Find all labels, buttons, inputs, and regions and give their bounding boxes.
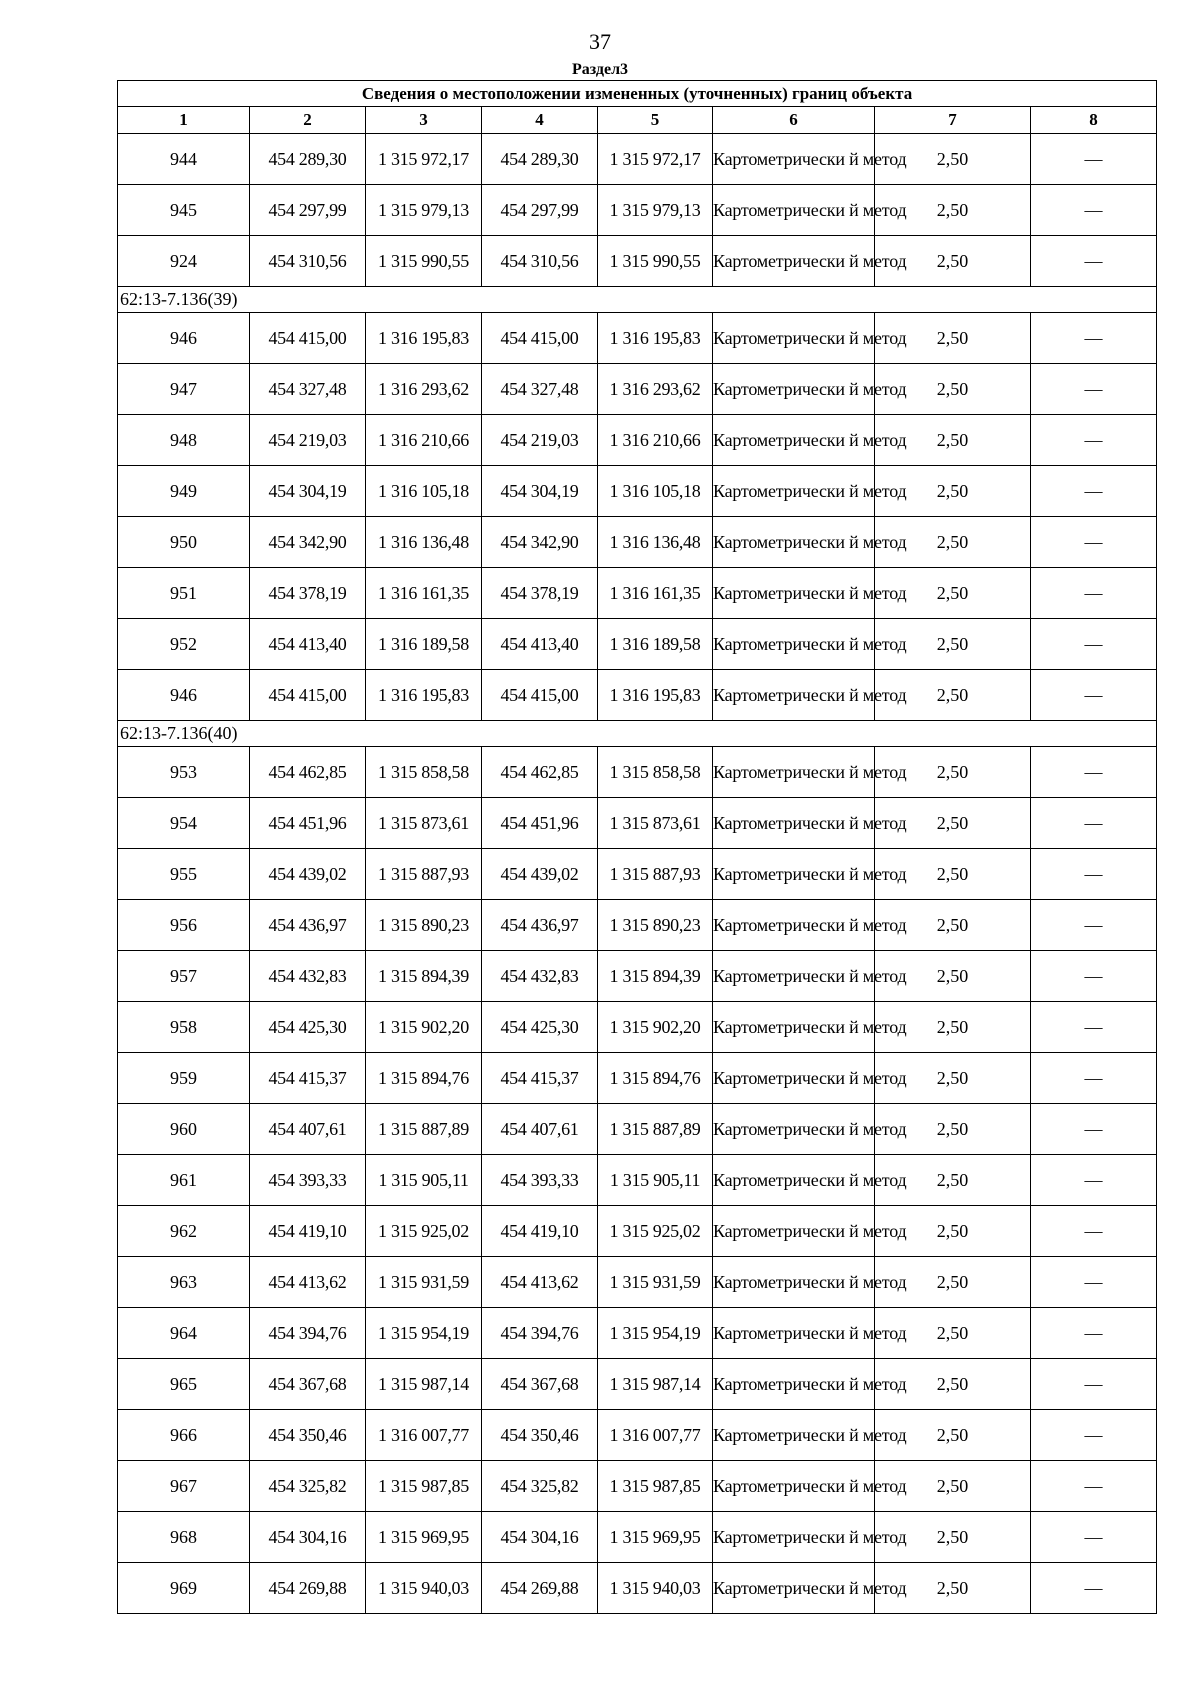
x-new-cell: 454 304,19	[482, 466, 598, 517]
description-cell: —	[1031, 568, 1157, 619]
y-old-cell: 1 315 931,59	[366, 1257, 482, 1308]
description-cell: —	[1031, 364, 1157, 415]
accuracy-cell: 2,50	[875, 313, 1031, 364]
point-number-cell: 964	[118, 1308, 250, 1359]
x-new-cell: 454 432,83	[482, 951, 598, 1002]
table-body	[118, 134, 1157, 1614]
description-cell: —	[1031, 415, 1157, 466]
point-number-cell: 967	[118, 1461, 250, 1512]
method-cell: Картометрически й метод	[713, 849, 875, 900]
accuracy-cell: 2,50	[875, 1002, 1031, 1053]
description-cell: —	[1031, 1206, 1157, 1257]
method-cell: Картометрически й метод	[713, 568, 875, 619]
method-cell: Картометрически й метод	[713, 364, 875, 415]
method-cell: Картометрически й метод	[713, 415, 875, 466]
table-row	[118, 1104, 1157, 1155]
y-new-cell: 1 315 954,19	[598, 1308, 713, 1359]
y-new-cell: 1 315 969,95	[598, 1512, 713, 1563]
x-new-cell: 454 439,02	[482, 849, 598, 900]
description-cell: —	[1031, 951, 1157, 1002]
x-old-cell: 454 394,76	[250, 1308, 366, 1359]
accuracy-cell: 2,50	[875, 568, 1031, 619]
description-cell: —	[1031, 185, 1157, 236]
x-old-cell: 454 325,82	[250, 1461, 366, 1512]
x-old-cell: 454 413,40	[250, 619, 366, 670]
y-new-cell: 1 315 940,03	[598, 1563, 713, 1614]
description-cell: —	[1031, 849, 1157, 900]
x-new-cell: 454 297,99	[482, 185, 598, 236]
table-row	[118, 1563, 1157, 1614]
method-cell: Картометрически й метод	[713, 1053, 875, 1104]
point-number-cell: 945	[118, 185, 250, 236]
y-new-cell: 1 315 925,02	[598, 1206, 713, 1257]
method-cell: Картометрически й метод	[713, 1461, 875, 1512]
y-old-cell: 1 315 858,58	[366, 747, 482, 798]
x-old-cell: 454 269,88	[250, 1563, 366, 1614]
parcel-section-row	[118, 721, 1157, 747]
x-new-cell: 454 367,68	[482, 1359, 598, 1410]
accuracy-cell: 2,50	[875, 1308, 1031, 1359]
y-old-cell: 1 316 105,18	[366, 466, 482, 517]
table-row	[118, 364, 1157, 415]
y-new-cell: 1 315 990,55	[598, 236, 713, 287]
table-caption-row	[118, 81, 1157, 107]
accuracy-cell: 2,50	[875, 134, 1031, 185]
accuracy-cell: 2,50	[875, 670, 1031, 721]
x-new-cell: 454 413,40	[482, 619, 598, 670]
accuracy-cell: 2,50	[875, 900, 1031, 951]
accuracy-cell: 2,50	[875, 415, 1031, 466]
point-number-cell: 957	[118, 951, 250, 1002]
table-row	[118, 1410, 1157, 1461]
x-old-cell: 454 413,62	[250, 1257, 366, 1308]
x-new-cell: 454 350,46	[482, 1410, 598, 1461]
description-cell: —	[1031, 313, 1157, 364]
y-new-cell: 1 316 195,83	[598, 313, 713, 364]
x-new-cell: 454 462,85	[482, 747, 598, 798]
description-cell: —	[1031, 1563, 1157, 1614]
column-header-5: 5	[598, 107, 713, 134]
description-cell: —	[1031, 900, 1157, 951]
point-number-cell: 958	[118, 1002, 250, 1053]
x-new-cell: 454 269,88	[482, 1563, 598, 1614]
y-old-cell: 1 315 887,93	[366, 849, 482, 900]
method-cell: Картометрически й метод	[713, 1308, 875, 1359]
table-row	[118, 1461, 1157, 1512]
table-row	[118, 747, 1157, 798]
method-cell: Картометрически й метод	[713, 134, 875, 185]
table-row	[118, 236, 1157, 287]
column-header-6: 6	[713, 107, 875, 134]
accuracy-cell: 2,50	[875, 236, 1031, 287]
y-new-cell: 1 315 902,20	[598, 1002, 713, 1053]
y-new-cell: 1 316 293,62	[598, 364, 713, 415]
y-new-cell: 1 315 894,76	[598, 1053, 713, 1104]
method-cell: Картометрически й метод	[713, 900, 875, 951]
y-new-cell: 1 316 195,83	[598, 670, 713, 721]
accuracy-cell: 2,50	[875, 1155, 1031, 1206]
column-header-row	[118, 107, 1157, 134]
method-cell: Картометрически й метод	[713, 1002, 875, 1053]
accuracy-cell: 2,50	[875, 1512, 1031, 1563]
table-row	[118, 1155, 1157, 1206]
point-number-cell: 969	[118, 1563, 250, 1614]
x-old-cell: 454 439,02	[250, 849, 366, 900]
column-header-1: 1	[118, 107, 250, 134]
method-cell: Картометрически й метод	[713, 1155, 875, 1206]
accuracy-cell: 2,50	[875, 1461, 1031, 1512]
x-new-cell: 454 407,61	[482, 1104, 598, 1155]
y-old-cell: 1 315 979,13	[366, 185, 482, 236]
point-number-cell: 966	[118, 1410, 250, 1461]
method-cell: Картометрически й метод	[713, 1512, 875, 1563]
point-number-cell: 950	[118, 517, 250, 568]
x-old-cell: 454 219,03	[250, 415, 366, 466]
x-old-cell: 454 415,00	[250, 313, 366, 364]
description-cell: —	[1031, 517, 1157, 568]
y-old-cell: 1 315 887,89	[366, 1104, 482, 1155]
y-old-cell: 1 316 195,83	[366, 313, 482, 364]
x-new-cell: 454 451,96	[482, 798, 598, 849]
method-cell: Картометрически й метод	[713, 798, 875, 849]
description-cell: —	[1031, 619, 1157, 670]
column-header-3: 3	[366, 107, 482, 134]
point-number-cell: 946	[118, 313, 250, 364]
y-old-cell: 1 315 894,76	[366, 1053, 482, 1104]
y-old-cell: 1 315 902,20	[366, 1002, 482, 1053]
x-new-cell: 454 327,48	[482, 364, 598, 415]
x-old-cell: 454 378,19	[250, 568, 366, 619]
table-row	[118, 1512, 1157, 1563]
x-old-cell: 454 432,83	[250, 951, 366, 1002]
y-new-cell: 1 315 894,39	[598, 951, 713, 1002]
accuracy-cell: 2,50	[875, 1410, 1031, 1461]
point-number-cell: 960	[118, 1104, 250, 1155]
point-number-cell: 963	[118, 1257, 250, 1308]
y-old-cell: 1 316 210,66	[366, 415, 482, 466]
method-cell: Картометрически й метод	[713, 1563, 875, 1614]
description-cell: —	[1031, 1053, 1157, 1104]
accuracy-cell: 2,50	[875, 185, 1031, 236]
point-number-cell: 965	[118, 1359, 250, 1410]
table-row	[118, 415, 1157, 466]
y-new-cell: 1 316 161,35	[598, 568, 713, 619]
table-row	[118, 849, 1157, 900]
x-old-cell: 454 304,19	[250, 466, 366, 517]
x-old-cell: 454 342,90	[250, 517, 366, 568]
column-header-2: 2	[250, 107, 366, 134]
x-old-cell: 454 297,99	[250, 185, 366, 236]
x-old-cell: 454 415,00	[250, 670, 366, 721]
method-cell: Картометрически й метод	[713, 1257, 875, 1308]
point-number-cell: 962	[118, 1206, 250, 1257]
x-old-cell: 454 350,46	[250, 1410, 366, 1461]
method-cell: Картометрически й метод	[713, 619, 875, 670]
y-old-cell: 1 315 969,95	[366, 1512, 482, 1563]
x-new-cell: 454 310,56	[482, 236, 598, 287]
y-old-cell: 1 315 894,39	[366, 951, 482, 1002]
accuracy-cell: 2,50	[875, 1359, 1031, 1410]
point-number-cell: 952	[118, 619, 250, 670]
x-old-cell: 454 407,61	[250, 1104, 366, 1155]
description-cell: —	[1031, 1410, 1157, 1461]
method-cell: Картометрически й метод	[713, 1410, 875, 1461]
method-cell: Картометрически й метод	[713, 670, 875, 721]
x-new-cell: 454 219,03	[482, 415, 598, 466]
table-row	[118, 1053, 1157, 1104]
x-new-cell: 454 394,76	[482, 1308, 598, 1359]
y-new-cell: 1 315 887,93	[598, 849, 713, 900]
table-row	[118, 1308, 1157, 1359]
x-new-cell: 454 393,33	[482, 1155, 598, 1206]
parcel-label: 62:13-7.136(39)	[118, 287, 1157, 313]
point-number-cell: 953	[118, 747, 250, 798]
description-cell: —	[1031, 1359, 1157, 1410]
method-cell: Картометрически й метод	[713, 1206, 875, 1257]
y-old-cell: 1 315 925,02	[366, 1206, 482, 1257]
accuracy-cell: 2,50	[875, 619, 1031, 670]
accuracy-cell: 2,50	[875, 798, 1031, 849]
x-new-cell: 454 304,16	[482, 1512, 598, 1563]
table-row	[118, 619, 1157, 670]
table-row	[118, 900, 1157, 951]
x-new-cell: 454 415,37	[482, 1053, 598, 1104]
x-new-cell: 454 415,00	[482, 670, 598, 721]
method-cell: Картометрически й метод	[713, 951, 875, 1002]
x-old-cell: 454 419,10	[250, 1206, 366, 1257]
parcel-section-row	[118, 287, 1157, 313]
boundary-coordinates-table	[117, 80, 1157, 1614]
point-number-cell: 956	[118, 900, 250, 951]
y-new-cell: 1 315 887,89	[598, 1104, 713, 1155]
x-new-cell: 454 413,62	[482, 1257, 598, 1308]
y-new-cell: 1 315 905,11	[598, 1155, 713, 1206]
column-header-8: 8	[1031, 107, 1157, 134]
page-number: 37	[589, 29, 611, 54]
description-cell: —	[1031, 1512, 1157, 1563]
description-cell: —	[1031, 1257, 1157, 1308]
table-row	[118, 134, 1157, 185]
table-row	[118, 798, 1157, 849]
x-new-cell: 454 419,10	[482, 1206, 598, 1257]
point-number-cell: 948	[118, 415, 250, 466]
y-new-cell: 1 315 987,85	[598, 1461, 713, 1512]
method-cell: Картометрически й метод	[713, 1359, 875, 1410]
description-cell: —	[1031, 466, 1157, 517]
description-cell: —	[1031, 236, 1157, 287]
description-cell: —	[1031, 1002, 1157, 1053]
accuracy-cell: 2,50	[875, 849, 1031, 900]
y-new-cell: 1 316 210,66	[598, 415, 713, 466]
y-old-cell: 1 316 293,62	[366, 364, 482, 415]
y-new-cell: 1 316 189,58	[598, 619, 713, 670]
y-old-cell: 1 316 189,58	[366, 619, 482, 670]
table-row	[118, 1206, 1157, 1257]
accuracy-cell: 2,50	[875, 364, 1031, 415]
method-cell: Картометрически й метод	[713, 185, 875, 236]
table-row	[118, 1257, 1157, 1308]
table-row	[118, 1002, 1157, 1053]
point-number-cell: 947	[118, 364, 250, 415]
y-new-cell: 1 315 858,58	[598, 747, 713, 798]
method-cell: Картометрически й метод	[713, 313, 875, 364]
method-cell: Картометрически й метод	[713, 236, 875, 287]
x-old-cell: 454 393,33	[250, 1155, 366, 1206]
method-cell: Картометрически й метод	[713, 747, 875, 798]
y-old-cell: 1 315 954,19	[366, 1308, 482, 1359]
y-new-cell: 1 315 873,61	[598, 798, 713, 849]
point-number-cell: 924	[118, 236, 250, 287]
y-new-cell: 1 315 931,59	[598, 1257, 713, 1308]
table-row	[118, 466, 1157, 517]
accuracy-cell: 2,50	[875, 1563, 1031, 1614]
table-row	[118, 951, 1157, 1002]
x-old-cell: 454 310,56	[250, 236, 366, 287]
x-old-cell: 454 415,37	[250, 1053, 366, 1104]
y-new-cell: 1 316 007,77	[598, 1410, 713, 1461]
accuracy-cell: 2,50	[875, 747, 1031, 798]
accuracy-cell: 2,50	[875, 1257, 1031, 1308]
accuracy-cell: 2,50	[875, 1104, 1031, 1155]
y-old-cell: 1 316 161,35	[366, 568, 482, 619]
description-cell: —	[1031, 1155, 1157, 1206]
x-old-cell: 454 327,48	[250, 364, 366, 415]
y-old-cell: 1 315 987,85	[366, 1461, 482, 1512]
point-number-cell: 959	[118, 1053, 250, 1104]
point-number-cell: 955	[118, 849, 250, 900]
x-old-cell: 454 304,16	[250, 1512, 366, 1563]
x-old-cell: 454 289,30	[250, 134, 366, 185]
description-cell: —	[1031, 798, 1157, 849]
description-cell: —	[1031, 1308, 1157, 1359]
y-old-cell: 1 315 905,11	[366, 1155, 482, 1206]
x-old-cell: 454 425,30	[250, 1002, 366, 1053]
y-new-cell: 1 315 987,14	[598, 1359, 713, 1410]
table-row	[118, 568, 1157, 619]
x-new-cell: 454 415,00	[482, 313, 598, 364]
x-new-cell: 454 436,97	[482, 900, 598, 951]
section-title: Раздел3	[571, 61, 629, 78]
description-cell: —	[1031, 747, 1157, 798]
point-number-cell: 961	[118, 1155, 250, 1206]
accuracy-cell: 2,50	[875, 466, 1031, 517]
point-number-cell: 944	[118, 134, 250, 185]
description-cell: —	[1031, 134, 1157, 185]
x-old-cell: 454 436,97	[250, 900, 366, 951]
x-old-cell: 454 462,85	[250, 747, 366, 798]
y-new-cell: 1 315 972,17	[598, 134, 713, 185]
column-header-7: 7	[875, 107, 1031, 134]
accuracy-cell: 2,50	[875, 517, 1031, 568]
x-new-cell: 454 325,82	[482, 1461, 598, 1512]
point-number-cell: 968	[118, 1512, 250, 1563]
x-new-cell: 454 378,19	[482, 568, 598, 619]
y-new-cell: 1 315 979,13	[598, 185, 713, 236]
point-number-cell: 949	[118, 466, 250, 517]
accuracy-cell: 2,50	[875, 1053, 1031, 1104]
y-new-cell: 1 316 105,18	[598, 466, 713, 517]
y-old-cell: 1 315 940,03	[366, 1563, 482, 1614]
table-row	[118, 1359, 1157, 1410]
x-old-cell: 454 367,68	[250, 1359, 366, 1410]
table-row	[118, 313, 1157, 364]
accuracy-cell: 2,50	[875, 951, 1031, 1002]
y-old-cell: 1 315 972,17	[366, 134, 482, 185]
description-cell: —	[1031, 670, 1157, 721]
description-cell: —	[1031, 1104, 1157, 1155]
parcel-label: 62:13-7.136(40)	[118, 721, 1157, 747]
point-number-cell: 951	[118, 568, 250, 619]
table-row	[118, 517, 1157, 568]
table-row	[118, 670, 1157, 721]
y-old-cell: 1 316 007,77	[366, 1410, 482, 1461]
y-old-cell: 1 315 873,61	[366, 798, 482, 849]
point-number-cell: 946	[118, 670, 250, 721]
y-old-cell: 1 316 136,48	[366, 517, 482, 568]
method-cell: Картометрически й метод	[713, 466, 875, 517]
method-cell: Картометрически й метод	[713, 517, 875, 568]
y-new-cell: 1 315 890,23	[598, 900, 713, 951]
x-new-cell: 454 425,30	[482, 1002, 598, 1053]
y-old-cell: 1 315 890,23	[366, 900, 482, 951]
y-old-cell: 1 315 990,55	[366, 236, 482, 287]
description-cell: —	[1031, 1461, 1157, 1512]
x-old-cell: 454 451,96	[250, 798, 366, 849]
x-new-cell: 454 342,90	[482, 517, 598, 568]
method-cell: Картометрически й метод	[713, 1104, 875, 1155]
y-old-cell: 1 315 987,14	[366, 1359, 482, 1410]
table-row	[118, 185, 1157, 236]
y-new-cell: 1 316 136,48	[598, 517, 713, 568]
column-header-4: 4	[482, 107, 598, 134]
point-number-cell: 954	[118, 798, 250, 849]
accuracy-cell: 2,50	[875, 1206, 1031, 1257]
x-new-cell: 454 289,30	[482, 134, 598, 185]
y-old-cell: 1 316 195,83	[366, 670, 482, 721]
table-caption: Сведения о местоположении измененных (уточненных) границ объекта	[118, 81, 1157, 107]
